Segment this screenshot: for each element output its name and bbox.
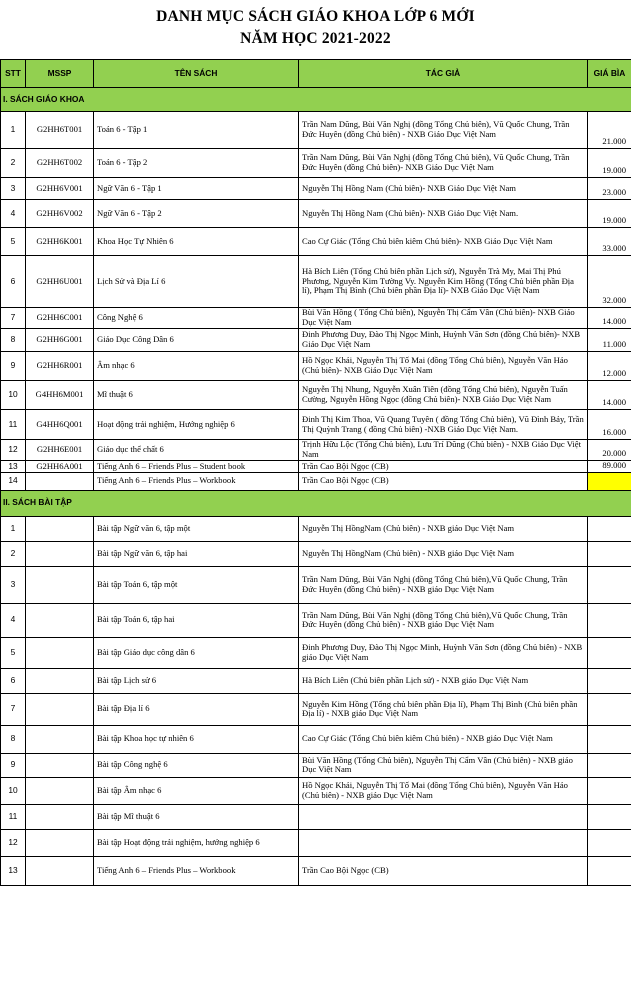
- mssp-cell: G2HH6E001: [26, 440, 94, 461]
- table-row: [1, 668, 631, 693]
- stt-cell: 10: [1, 381, 26, 410]
- table-row: [1, 725, 631, 753]
- book-list-table: [0, 59, 631, 886]
- author-cell: Trần Nam Dũng, Bùi Văn Nghị (đồng Tổng Chủ biên),Vũ Quốc Chung, Trần Đức Huyên (đồng Chủ biên) - NXB giáo Dục Việt Nam: [299, 566, 588, 603]
- price-cell: 12.000: [588, 352, 631, 381]
- author-cell: Nguyễn Kim Hồng (Tổng chủ biên phần Địa lí), Phạm Thị Bình (Chủ biên phần Địa lí) - NXB giáo Dục Việt Nam: [299, 693, 588, 725]
- table-row: [1, 804, 631, 829]
- price-cell: 33.000: [588, 228, 631, 256]
- stt-cell: 12: [1, 440, 26, 461]
- section-header-textbooks: [1, 88, 631, 112]
- price-cell: 14.000: [588, 381, 631, 410]
- table-row: [1, 329, 631, 352]
- author-cell: Nguyễn Thị Nhung, Nguyễn Xuân Tiên (đồng Tổng Chủ biên), Nguyễn Tuấn Cường, Nguyễn Hồng Ngọc (đồng Chủ biên)- NXB Giáo Dục Việt Nam: [299, 381, 588, 410]
- author-cell: Nguyễn Thị HồngNam (Chủ biên) - NXB giáo Dục Việt Nam: [299, 541, 588, 566]
- author-cell: Nguyễn Thị HồngNam (Chủ biên) - NXB giáo Dục Việt Nam: [299, 516, 588, 541]
- book-name-cell: Âm nhạc 6: [94, 352, 299, 381]
- author-cell: Trần Nam Dũng, Bùi Văn Nghị (đồng Tổng Chủ biên),Vũ Quốc Chung, Trần Đức Huyên (đồng Chủ biên) - NXB giáo Dục Việt Nam: [299, 603, 588, 637]
- stt-cell: 7: [1, 308, 26, 329]
- table-row: [1, 352, 631, 381]
- mssp-cell: [26, 804, 94, 829]
- stt-cell: 3: [1, 178, 26, 200]
- section-header-workbooks: [1, 490, 631, 516]
- table-row: [1, 256, 631, 308]
- mssp-cell: [26, 693, 94, 725]
- stt-cell: 3: [1, 566, 26, 603]
- author-cell: Trần Nam Dũng, Bùi Văn Nghị (đồng Tổng Chủ biên), Vũ Quốc Chung, Trần Đức Huyên (đồng Chủ biên) - NXB Giáo Dục Việt Nam: [299, 112, 588, 149]
- book-name-cell: Bài tập Giáo dục công dân 6: [94, 637, 299, 668]
- table-row: [1, 637, 631, 668]
- author-cell: Cao Cự Giác (Tổng Chủ biên kiêm Chủ biên)- NXB Giáo Dục Việt Nam: [299, 228, 588, 256]
- mssp-cell: [26, 472, 94, 490]
- mssp-cell: G2HH6T002: [26, 149, 94, 178]
- book-name-cell: Giáo dục thể chất 6: [94, 440, 299, 461]
- stt-cell: 6: [1, 668, 26, 693]
- table-row: [1, 603, 631, 637]
- book-name-cell: Công Nghệ 6: [94, 308, 299, 329]
- page-subtitle: NĂM HỌC 2021-2022: [240, 30, 391, 47]
- mssp-cell: [26, 668, 94, 693]
- book-name-cell: Tiếng Anh 6 – Friends Plus – Workbook: [94, 472, 299, 490]
- author-cell: Bùi Văn Hồng (Tổng Chủ biên), Nguyễn Thị Cẩm Vân (Chủ biên) - NXB giáo Dục Việt Nam: [299, 753, 588, 777]
- table-row: [1, 566, 631, 603]
- price-cell: [588, 668, 631, 693]
- price-cell: 11.000: [588, 329, 631, 352]
- stt-cell: 1: [1, 516, 26, 541]
- stt-cell: 9: [1, 352, 26, 381]
- stt-cell: 2: [1, 149, 26, 178]
- stt-cell: 13: [1, 856, 26, 885]
- book-name-cell: Bài tập Mĩ thuật 6: [94, 804, 299, 829]
- author-cell: Đinh Phương Duy, Đào Thị Ngọc Minh, Huỳnh Văn Sơn (đồng Chủ biên)- NXB Giáo Dục Việt Nam: [299, 329, 588, 352]
- header-gia-bia: GIÁ BÌA: [588, 60, 631, 88]
- mssp-cell: G2HH6C001: [26, 308, 94, 329]
- book-name-cell: Bài tập Công nghệ 6: [94, 753, 299, 777]
- table-row: [1, 693, 631, 725]
- table-row: [1, 308, 631, 329]
- stt-cell: 11: [1, 410, 26, 440]
- page-title: DANH MỤC SÁCH GIÁO KHOA LỚP 6 MỚI: [156, 8, 475, 25]
- book-name-cell: Bài tập Toán 6, tập hai: [94, 603, 299, 637]
- header-tac-gia: TÁC GIẢ: [299, 60, 588, 88]
- price-cell: 89.000: [588, 461, 631, 473]
- stt-cell: 1: [1, 112, 26, 149]
- price-cell: [588, 693, 631, 725]
- table-row: [1, 516, 631, 541]
- table-row: [1, 541, 631, 566]
- price-cell: 19.000: [588, 149, 631, 178]
- mssp-cell: G2HH6V001: [26, 178, 94, 200]
- stt-cell: 6: [1, 256, 26, 308]
- mssp-cell: [26, 603, 94, 637]
- author-cell: Hồ Ngọc Khải, Nguyễn Thị Tố Mai (đồng Tổng Chủ biên), Nguyễn Văn Hảo (Chủ biên) - NXB giáo Dục Việt Nam: [299, 777, 588, 804]
- table-row: [1, 410, 631, 440]
- table-header-row: [1, 60, 631, 88]
- mssp-cell: G2HH6K001: [26, 228, 94, 256]
- author-cell: Trần Cao Bội Ngọc (CB): [299, 856, 588, 885]
- mssp-cell: [26, 566, 94, 603]
- table-row: [1, 753, 631, 777]
- mssp-cell: [26, 777, 94, 804]
- stt-cell: 8: [1, 329, 26, 352]
- book-name-cell: Mĩ thuật 6: [94, 381, 299, 410]
- mssp-cell: [26, 829, 94, 856]
- price-cell: [588, 566, 631, 603]
- table-row: [1, 112, 631, 149]
- author-cell: Nguyễn Thị Hồng Nam (Chủ biên)- NXB Giáo Dục Việt Nam: [299, 178, 588, 200]
- mssp-cell: G2HH6U001: [26, 256, 94, 308]
- mssp-cell: G2HH6G001: [26, 329, 94, 352]
- book-name-cell: Bài tập Toán 6, tập một: [94, 566, 299, 603]
- table-row: [1, 777, 631, 804]
- book-name-cell: Giáo Dục Công Dân 6: [94, 329, 299, 352]
- stt-cell: 14: [1, 472, 26, 490]
- book-name-cell: Hoạt động trải nghiệm, Hướng nghiệp 6: [94, 410, 299, 440]
- stt-cell: 4: [1, 200, 26, 228]
- stt-cell: 13: [1, 461, 26, 473]
- price-cell: 16.000: [588, 410, 631, 440]
- table-row: [1, 440, 631, 461]
- author-cell: Trần Nam Dũng, Bùi Văn Nghị (đồng Tổng Chủ biên), Vũ Quốc Chung, Trần Đức Huyên (đồng Chủ biên)- NXB Giáo Dục Việt Nam: [299, 149, 588, 178]
- mssp-cell: G2HH6T001: [26, 112, 94, 149]
- author-cell: Hồ Ngọc Khải, Nguyễn Thị Tố Mai (đồng Tổng Chủ biên), Nguyễn Văn Hảo (Chủ biên)- NXB Giáo Dục Việt Nam: [299, 352, 588, 381]
- table-row: [1, 149, 631, 178]
- mssp-cell: [26, 637, 94, 668]
- book-name-cell: Bài tập Khoa học tự nhiên 6: [94, 725, 299, 753]
- table-body: [1, 88, 631, 886]
- price-cell: [588, 856, 631, 885]
- price-cell: 19.000: [588, 200, 631, 228]
- price-cell: 23.000: [588, 178, 631, 200]
- price-cell: 32.000: [588, 256, 631, 308]
- stt-cell: 9: [1, 753, 26, 777]
- author-cell: Hà Bích Liên (Tổng Chủ biên phần Lịch sử), Nguyễn Trà My, Mai Thị Phú Phương, Nguyễn Kim Tường Vy. Nguyễn Kim Hồng (Tổng Chủ biên phần Địa lí), Phạm Thị Bình (Chủ biên phần Địa lí)- NXB Giáo Dục Việt Nam: [299, 256, 588, 308]
- header-stt: STT: [1, 60, 26, 88]
- author-cell: Đinh Phương Duy, Đào Thị Ngọc Minh, Huỳnh Văn Sơn (đồng Chủ biên) - NXB giáo Dục Việt Nam: [299, 637, 588, 668]
- table-row: [1, 228, 631, 256]
- table-row: [1, 178, 631, 200]
- author-cell: Bùi Văn Hồng ( Tổng Chủ biên), Nguyễn Thị Cẩm Vân (Chủ biên)- NXB Giáo Dục Việt Nam: [299, 308, 588, 329]
- stt-cell: 5: [1, 637, 26, 668]
- table-row: [1, 472, 631, 490]
- book-name-cell: Bài tập Ngữ văn 6, tập một: [94, 516, 299, 541]
- table-row: [1, 461, 631, 473]
- price-cell: [588, 829, 631, 856]
- price-cell: [588, 472, 631, 490]
- book-name-cell: Tiếng Anh 6 – Friends Plus – Student book: [94, 461, 299, 473]
- mssp-cell: [26, 516, 94, 541]
- mssp-cell: G4HH6Q001: [26, 410, 94, 440]
- book-name-cell: Bài tập Âm nhạc 6: [94, 777, 299, 804]
- price-cell: [588, 753, 631, 777]
- book-name-cell: Lịch Sử và Địa Lí 6: [94, 256, 299, 308]
- book-name-cell: Toán 6 - Tập 1: [94, 112, 299, 149]
- stt-cell: 5: [1, 228, 26, 256]
- book-name-cell: Bài tập Lịch sử 6: [94, 668, 299, 693]
- mssp-cell: [26, 753, 94, 777]
- author-cell: Đinh Thị Kim Thoa, Vũ Quang Tuyên ( đồng Tổng Chủ biên), Vũ Đình Bảy, Trần Thị Quỳnh Trang ( đồng Chủ biên) -NXB Giáo Dục Việt Nam.: [299, 410, 588, 440]
- author-cell: [299, 804, 588, 829]
- author-cell: Hà Bích Liên (Chủ biên phần Lịch sử) - NXB giáo Dục Việt Nam: [299, 668, 588, 693]
- book-name-cell: Khoa Học Tự Nhiên 6: [94, 228, 299, 256]
- mssp-cell: [26, 725, 94, 753]
- stt-cell: 2: [1, 541, 26, 566]
- price-cell: [588, 725, 631, 753]
- book-name-cell: Toán 6 - Tập 2: [94, 149, 299, 178]
- header-mssp: MSSP: [26, 60, 94, 88]
- table-row: [1, 381, 631, 410]
- book-name-cell: Ngữ Văn 6 - Tập 1: [94, 178, 299, 200]
- mssp-cell: [26, 541, 94, 566]
- price-cell: [588, 516, 631, 541]
- stt-cell: 4: [1, 603, 26, 637]
- author-cell: Trần Cao Bội Ngọc (CB): [299, 472, 588, 490]
- price-cell: 20.000: [588, 440, 631, 461]
- book-name-cell: Tiếng Anh 6 – Friends Plus – Workbook: [94, 856, 299, 885]
- price-cell: 14.000: [588, 308, 631, 329]
- table-row: [1, 829, 631, 856]
- mssp-cell: G4HH6M001: [26, 381, 94, 410]
- section-title: I. SÁCH GIÁO KHOA: [1, 88, 631, 112]
- book-name-cell: Ngữ Văn 6 - Tập 2: [94, 200, 299, 228]
- author-cell: Trịnh Hữu Lộc (Tổng Chủ biên), Lưu Trí Dũng (Chủ biên) - NXB Giáo Dục Việt Nam: [299, 440, 588, 461]
- price-cell: 21.000: [588, 112, 631, 149]
- mssp-cell: G2HH6A001: [26, 461, 94, 473]
- author-cell: Nguyễn Thị Hồng Nam (Chủ biên)- NXB Giáo Dục Việt Nam.: [299, 200, 588, 228]
- section-title: II. SÁCH BÀI TẬP: [1, 490, 631, 516]
- stt-cell: 11: [1, 804, 26, 829]
- book-name-cell: Bài tập Địa lí 6: [94, 693, 299, 725]
- price-cell: [588, 603, 631, 637]
- price-cell: [588, 804, 631, 829]
- price-cell: [588, 637, 631, 668]
- author-cell: Cao Cự Giác (Tổng Chủ biên kiêm Chủ biên) - NXB giáo Dục Việt Nam: [299, 725, 588, 753]
- stt-cell: 8: [1, 725, 26, 753]
- stt-cell: 12: [1, 829, 26, 856]
- mssp-cell: G2HH6V002: [26, 200, 94, 228]
- stt-cell: 10: [1, 777, 26, 804]
- stt-cell: 7: [1, 693, 26, 725]
- author-cell: Trần Cao Bội Ngọc (CB): [299, 461, 588, 473]
- table-row: [1, 200, 631, 228]
- book-name-cell: Bài tập Ngữ văn 6, tập hai: [94, 541, 299, 566]
- author-cell: [299, 829, 588, 856]
- table-row: [1, 856, 631, 885]
- price-cell: [588, 777, 631, 804]
- mssp-cell: [26, 856, 94, 885]
- mssp-cell: G2HH6R001: [26, 352, 94, 381]
- price-cell: [588, 541, 631, 566]
- header-ten-sach: TÊN SÁCH: [94, 60, 299, 88]
- book-name-cell: Bài tập Hoạt động trải nghiệm, hướng nghiệp 6: [94, 829, 299, 856]
